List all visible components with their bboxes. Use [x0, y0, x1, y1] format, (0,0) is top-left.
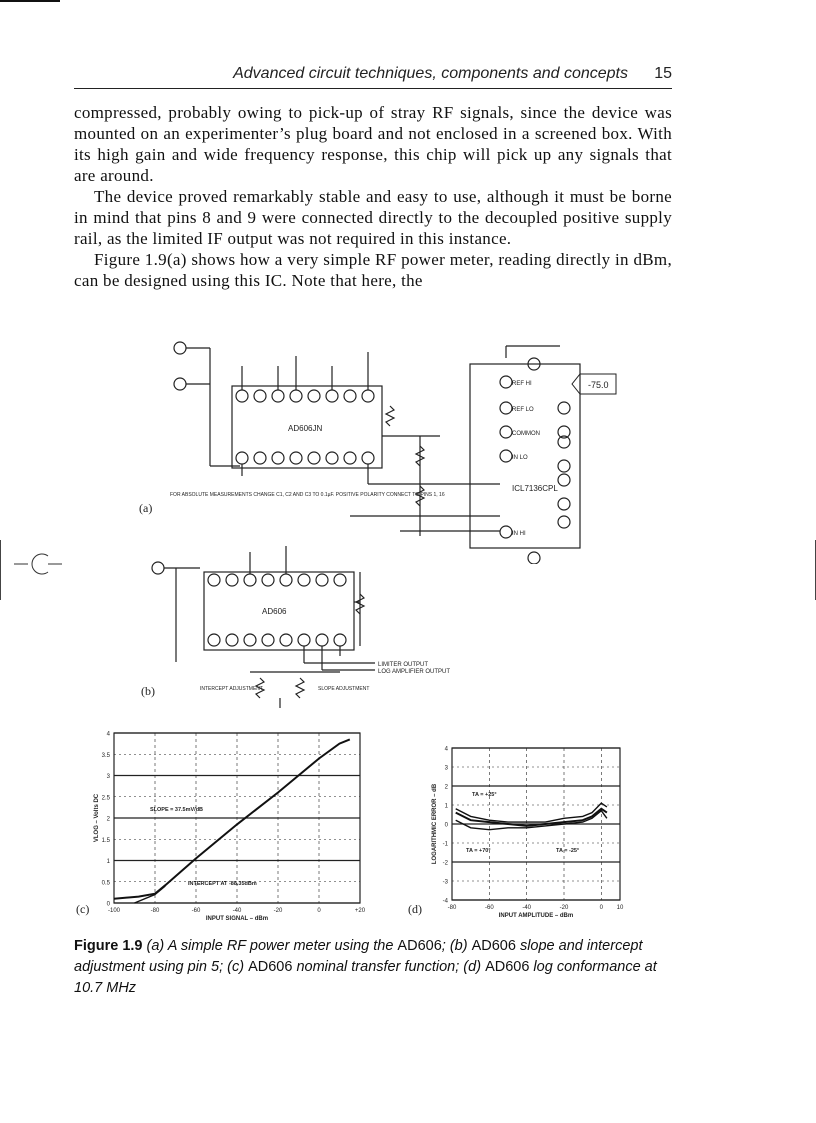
x-tick-label: 10: [616, 905, 624, 911]
registration-mark: [0, 548, 70, 588]
figure-caption: [74, 936, 674, 999]
y-tick-label: 2.5: [101, 795, 110, 802]
x-tick-label: 0: [317, 908, 321, 914]
figure-sublabel-c: (c): [76, 902, 90, 916]
x-tick-label: +20: [354, 908, 366, 914]
caption-label: Figure 1.9: [74, 938, 143, 954]
x-tick-label: -60: [484, 905, 494, 911]
slope-adj-label: SLOPE ADJUSTMENT: [318, 686, 370, 692]
x-tick-label: -100: [107, 908, 121, 914]
y-tick-label: 4: [444, 746, 448, 753]
caption-text: [74, 938, 657, 996]
schematic-b: [140, 542, 470, 712]
x-tick-label: -40: [232, 908, 242, 914]
pin-label: IN LO: [512, 455, 528, 461]
y-tick-label: 2: [106, 816, 110, 823]
body-text: [74, 102, 672, 291]
y-tick-label: 1.5: [101, 837, 110, 844]
caption-part: AD606: [248, 959, 293, 975]
y-axis-label: VLOG – Volts DC: [94, 793, 100, 843]
y-tick-label: -2: [442, 860, 448, 867]
x-tick-label: -40: [522, 905, 532, 911]
ic-label-a: AD606JN: [288, 424, 323, 433]
y-tick-label: 2: [444, 784, 448, 791]
schematic-a: [140, 336, 620, 564]
chart-annotation: TA = +25°: [472, 792, 497, 798]
pin-label: REF LO: [512, 407, 534, 413]
ic-label-a2: ICL7136CPL: [512, 484, 558, 493]
caption-part: slope and intercept adjustment using pin 5; (c): [74, 938, 643, 975]
caption-part: nominal transfer function; (d): [292, 959, 486, 975]
figure-sublabel-b: (b): [141, 684, 155, 698]
pin-label: COMMON: [512, 431, 540, 437]
page-header: [74, 62, 672, 89]
x-axis-label: INPUT SIGNAL – dBm: [205, 916, 269, 922]
x-tick-label: -60: [191, 908, 201, 914]
paragraph: Figure 1.9(a) shows how a very simple RF power meter, reading directly in dBm, can be designed using this IC. Note that here, the: [74, 250, 672, 290]
x-axis-label: INPUT AMPLITUDE – dBm: [498, 913, 574, 919]
chart-c: [84, 725, 380, 925]
display-readout: -75.0: [588, 380, 609, 390]
y-tick-label: 0.5: [101, 880, 110, 887]
chart-annotation: TA = -25°: [556, 848, 580, 854]
y-tick-label: 1: [106, 859, 110, 865]
figure-sublabel-d: (d): [408, 902, 422, 916]
chart-annotation: INTERCEPT AT -88.35dBm: [188, 881, 257, 887]
chart-d: [406, 740, 638, 924]
y-tick-label: 0: [106, 901, 110, 908]
crop-rule: [0, 0, 60, 2]
series-line: [114, 739, 350, 898]
x-tick-label: 0: [599, 905, 604, 911]
y-tick-label: 3: [444, 765, 448, 772]
chart-annotation: TA = +70°: [466, 848, 491, 854]
log-output-label: LOG AMPLIFIER OUTPUT: [378, 669, 451, 675]
pin-label: IN HI: [512, 531, 526, 537]
y-tick-label: 3.5: [101, 752, 110, 759]
y-tick-label: -1: [442, 841, 448, 848]
caption-part: AD606: [471, 938, 516, 954]
paragraph: The device proved remarkably stable and easy to use, although it must be borne in mind that pins 8 and 9 were connected directly to the decoupled positive supply rail, as the limited IF output was not required in this instance.: [74, 187, 672, 248]
x-tick-label: -80: [150, 908, 160, 914]
caption-part: log conformance at 10.7 MHz: [74, 959, 657, 996]
y-tick-label: -4: [442, 898, 448, 905]
x-tick-label: -20: [559, 905, 569, 911]
caption-part: ; (b): [441, 938, 472, 954]
y-tick-label: 0: [444, 822, 448, 829]
pin-label: REF HI: [512, 381, 532, 387]
limiter-output-label: LIMITER OUTPUT: [378, 662, 429, 668]
chart-annotation: SLOPE = 37.5mV/dB: [150, 807, 204, 813]
y-tick-label: 1: [444, 803, 448, 810]
intercept-adj-label: INTERCEPT ADJUSTMENT: [200, 686, 263, 692]
figure-sublabel-a: (a): [139, 501, 153, 515]
paragraph: compressed, probably owing to pick-up of stray RF signals, since the device was mounted on an experimenter’s plug board and not enclosed in a screened box. With its high gain and wide frequency response, this chip will pick up any signals that are around.: [74, 103, 672, 185]
caption-part: AD606: [397, 938, 442, 954]
caption-part: (a) A simple RF power meter using the: [142, 938, 398, 954]
caption-part: AD606: [485, 959, 530, 975]
y-axis-label: LOGARITHMIC ERROR – dB: [432, 783, 438, 865]
running-title: Advanced circuit techniques, components and concepts: [233, 65, 628, 82]
page-number: 15: [654, 65, 672, 82]
schematic-note: FOR ABSOLUTE MEASUREMENTS CHANGE C1, C2 AND C3 TO 0.1µF. POSITIVE POLARITY CONNECT TO PINS 1, 16: [170, 492, 445, 498]
x-tick-label: -80: [447, 905, 457, 911]
y-tick-label: 4: [106, 731, 110, 738]
ic-label-b: AD606: [262, 607, 287, 616]
y-tick-label: 3: [106, 774, 110, 780]
y-tick-label: -3: [442, 879, 448, 886]
x-tick-label: -20: [273, 908, 283, 914]
